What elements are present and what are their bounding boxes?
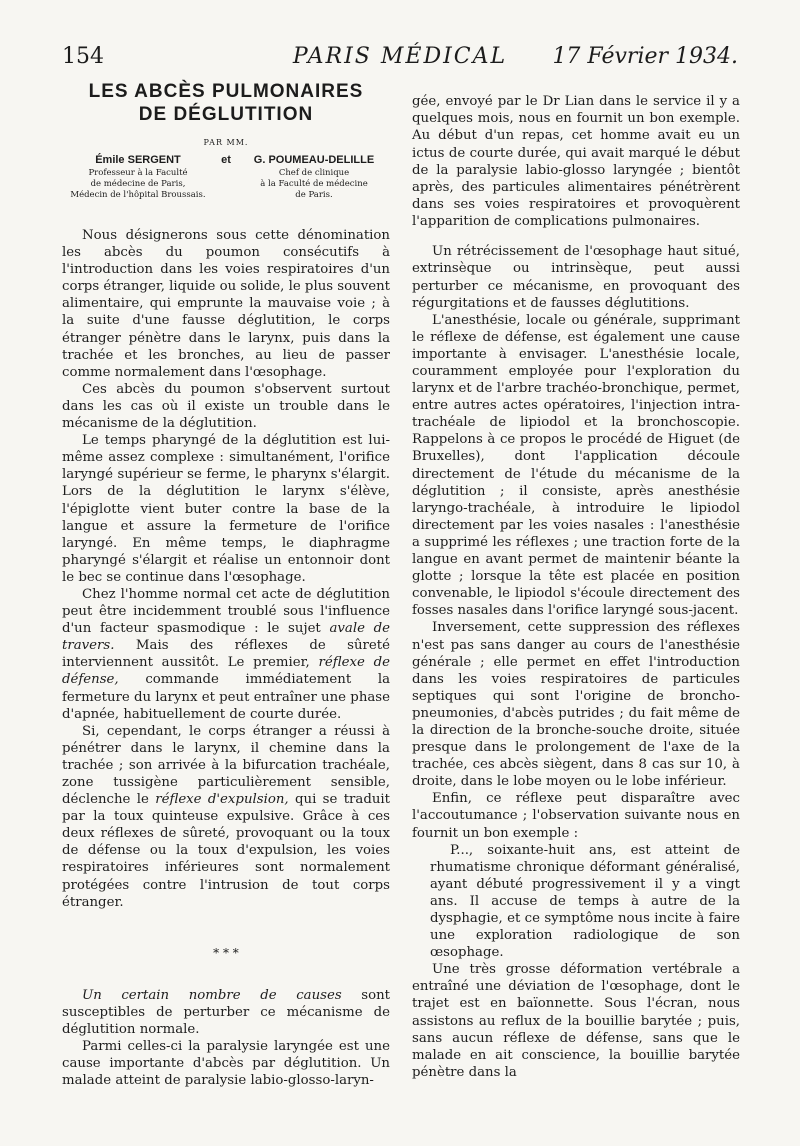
paragraph: L'anesthésie, locale ou générale, supprimant le réflexe de défense, est également une cause importante à envisager. L'anesthésie locale, couramment employée pour l'exploration du larynx et de l'arbre trachéo-bronchique, permet, entre autres actes opératoires, l'injection intra-trachéale de lipiodol et la bronchoscopie. Rappelons à ce propos le procédé de Higuet (de Bruxelles), dont l'application découle directement de l'étude du mécanisme de la déglutition ; il consiste, après anesthésie laryngo-trachéale, à introduire le lipiodol directement par les voies nasales : l'anesthésie a supprimé les réflexes ; une traction forte de la langue en avant permet de maintenir béante la glotte ; lorsque la tête est placée en position convenable, le lipiodol s'écoule directement des fosses nasales dans l'orifice laryngé sous-jacent.	[412, 312, 740, 619]
paragraph-continued: gée, envoyé par le Dr Lian dans le service il y a quelques mois, nous en fournit un bon exemple. Au début d'un repas, cet homme avait eu un ictus de courte durée, qui avait marqué le début de la paralysie labio-glosso laryngée ; bientôt après, des particules alimentaires pénétrèrent dans ses voies respiratoires et provoquèrent l'apparition de complications pulmonaires.	[412, 94, 740, 229]
author-2-affiliation-1: Chef de clinique	[278, 168, 350, 178]
author-1-affiliation-1: Professeur à la Faculté	[88, 168, 188, 178]
paragraph: Le temps pharyngé de la déglutition est lui-même assez complexe : simultanément, l'orifice laryngé supérieur se ferme, le pharynx s'élargit. Lors de la déglutition le larynx s'élève, l'épiglotte vient buter contre la base de la langue et assure la fermeture de l'orifice laryngé. En même temps, le diaphragme pharyngé s'élargit et réalise un entonnoir dont le bec se continue dans l'œsophage.	[62, 433, 390, 585]
page-number: 154	[62, 44, 104, 69]
case-observation: P..., soixante-huit ans, est atteint de rhumatisme chronique déformant généralisé, ayant débuté progressivement il y a vingt ans. Il accuse de temps à autre de la dysphagie, et ce symptôme nous incite à faire une exploration radiologique de son œsophage.	[430, 842, 740, 961]
section-separator: * * *	[213, 945, 239, 960]
paragraph: Une très grosse déformation vertébrale a entraîné une déviation de l'œsophage, dont le trajet est en baïonnette. Sous l'écran, nous assistons au reflux de la bouillie barytée ; puis, sans aucun réflexe de défense, sans que le malade en ait conscience, la bouillie barytée pénètre dans la	[412, 962, 740, 1080]
italic-phrase: réflexe d'expulsion,	[155, 792, 289, 808]
text-run: qui se traduit par la toux quinteuse expulsive. Grâce à ces deux réflexes de sûreté, provoquant ou la toux de défense ou la toux d'expulsion, les voies respiratoires inférieures sont normalement protégées contre l'intrusion de tout corps étranger.	[62, 792, 391, 910]
left-body	[62, 227, 390, 1089]
author-2-affiliation-3: de Paris.	[295, 190, 333, 200]
paragraph: Un rétrécissement de l'œsophage haut situé, extrinsèque ou intrinsèque, peut aussi perturber ce mécanisme, en provoquant des régurgitations et de fausses déglutitions.	[412, 244, 740, 311]
author-1-affiliation-3: Médecin de l'hôpital Broussais.	[70, 190, 206, 200]
paragraph	[62, 723, 390, 911]
text-run: Chez l'homme normal cet acte de déglutition peut être incidemment troublé sous l'influence d'un facteur spasmodique : le sujet	[62, 586, 390, 637]
author-1-name: Émile SERGENT	[95, 154, 181, 166]
byline-par: PAR MM.	[203, 138, 249, 147]
paragraph: Enfin, ce réflexe peut disparaître avec l'accoutumance ; l'observation suivante nous en fournit un bon exemple :	[412, 791, 740, 841]
author-2	[238, 153, 390, 201]
author-2-name: G. POUMEAU-DELILLE	[253, 154, 375, 166]
paragraph: Nous désignerons sous cette dénomination les abcès du poumon consécutifs à l'introduction dans les voies respiratoires d'un corps étranger, liquide ou solide, le plus souvent alimentaire, qui emprunte la mauvaise voie ; à la suite d'une fausse déglutition, le corps étranger pénètre dans le larynx, puis dans la trachée et les bronches, au lieu de passer comme normalement dans l'œsophage.	[62, 228, 390, 380]
title-line-2: DE DÉGLUTITION	[138, 104, 314, 125]
author-1	[62, 153, 214, 201]
author-conjunction: et	[221, 154, 231, 166]
italic-phrase: avale de travers.	[62, 621, 390, 654]
authors	[62, 153, 390, 201]
page-header	[62, 44, 738, 74]
journal-title: PARIS MÉDICAL	[292, 44, 508, 69]
issue-date: 17 Février 1934.	[552, 44, 738, 69]
author-2-affiliation-2: à la Faculté de médecine	[260, 179, 368, 189]
text-run: sont susceptibles de perturber ce mécanisme de déglutition normale.	[62, 987, 390, 1037]
italic-phrase: Un certain nombre de causes	[82, 987, 342, 1003]
right-column	[412, 80, 740, 1081]
paragraph: Inversement, cette suppression des réflexes n'est pas sans danger au cours de l'anesthésie générale ; elle permet en effet l'introduction dans les voies respiratoires de particules septiques qui sont l'origine de broncho-pneumonies, d'abcès putrides ; du fait même de la direction de la bronche-souche droite, située presque dans le prolongement de l'axe de la trachée, ces abcès siègent, dans 8 cas sur 10, à droite, dans le lobe moyen ou le lobe inférieur.	[412, 620, 740, 790]
left-column	[62, 80, 390, 1089]
text-run: Si, cependant, le corps étranger a réussi à pénétrer dans le larynx, il chemine dans la trachée ; son arrivée à la bifurcation trachéale, zone tussigène particulièrement sensible, déclenche le	[62, 723, 390, 808]
text-run: Mais des réflexes de sûreté interviennent aussitôt. Le premier,	[62, 638, 390, 671]
paragraph	[62, 586, 390, 723]
title-line-1: LES ABCÈS PULMONAIRES	[88, 81, 364, 102]
paragraph: Parmi celles-ci la paralysie laryngée est une cause importante d'abcès par déglutition. Un malade atteint de paralysie labio-glosso-laryn-	[62, 1039, 390, 1089]
paragraph: Ces abcès du poumon s'observent surtout dans les cas où il existe un trouble dans le mécanisme de la déglutition.	[62, 381, 390, 432]
article-title	[62, 80, 390, 126]
author-1-affiliation-2: de médecine de Paris,	[90, 179, 186, 189]
paragraph	[62, 987, 390, 1038]
text-run: commande immédiatement la fermeture du larynx et peut entraîner une phase d'apnée, habituellement de courte durée.	[62, 672, 390, 722]
italic-phrase: réflexe de défense,	[62, 655, 390, 688]
